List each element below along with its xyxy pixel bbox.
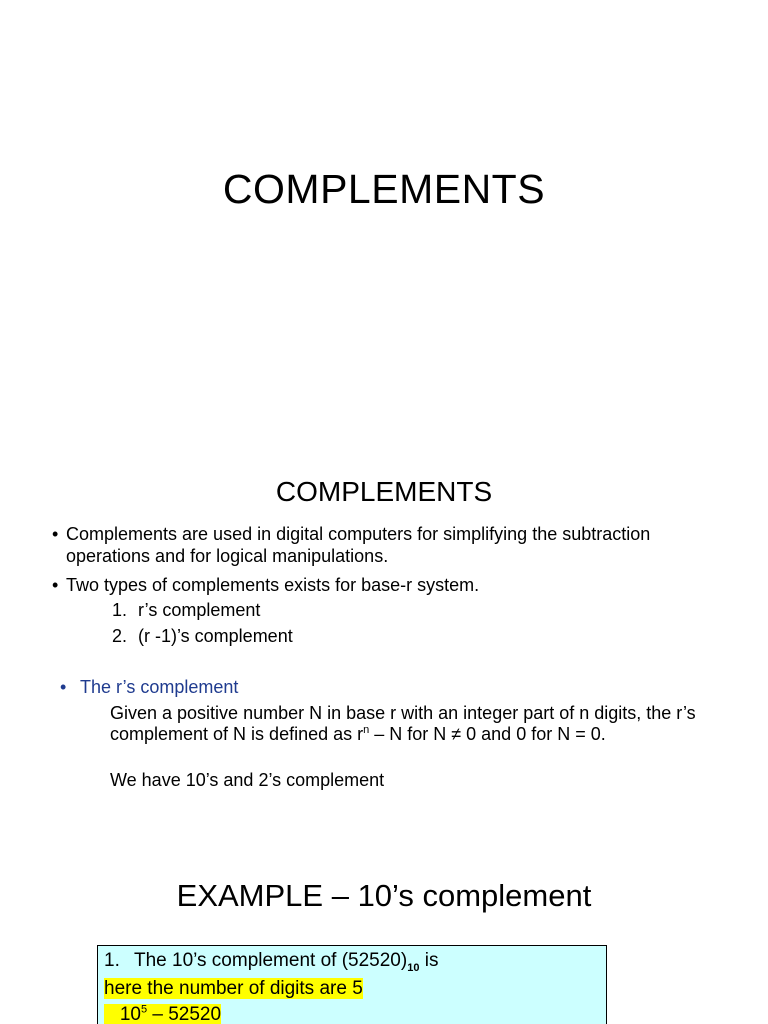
numbered-item-r-complement — [112, 599, 260, 621]
item-text: r’s complement — [138, 600, 261, 620]
example-line-1 — [104, 948, 438, 974]
example-box — [97, 945, 607, 1024]
definition-superscript: n — [363, 724, 370, 736]
subheading-r-complement — [60, 676, 238, 698]
slide-3-title: EXAMPLE – 10’s complement — [176, 878, 592, 913]
expression-rest: – 52520 — [147, 1004, 222, 1024]
bullet-icon: • — [60, 677, 67, 697]
slide-1-title: COMPLEMENTS — [222, 166, 546, 212]
highlighted-digits-note: here the number of digits are 5 — [104, 978, 363, 999]
bullet-text: Two types of complements exists for base-r system. — [66, 575, 480, 595]
definition-paragraph — [110, 703, 730, 745]
item-number: 1. — [112, 600, 128, 620]
example-subscript: 10 — [407, 961, 420, 974]
numbered-item-r-minus-1-complement — [112, 625, 293, 647]
definition-text-start: Given a positive number N in base r with an integer part of n digits, the r’s complement of N is defined as r — [110, 703, 696, 744]
example-number: 1. — [104, 950, 120, 971]
item-number: 2. — [112, 626, 128, 646]
item-text: (r -1)’s complement — [138, 626, 293, 646]
bullet-icon: • — [52, 524, 59, 544]
subheading-text: The r’s complement — [80, 677, 239, 697]
bullet-text: Complements are used in digital computers for simplifying the subtraction operations and for logical manipulations. — [66, 524, 651, 566]
complement-note: We have 10’s and 2’s complement — [110, 770, 385, 790]
example-text: The 10’s complement of (52520) — [134, 950, 408, 971]
slide-3 — [0, 845, 768, 1024]
example-line-3 — [104, 1002, 221, 1024]
bullet-complements-usage — [52, 523, 682, 567]
highlighted-expression — [104, 1004, 221, 1024]
expression-base: 10 — [119, 1004, 141, 1024]
slide-1 — [0, 0, 768, 430]
expression-exponent: 5 — [140, 1003, 148, 1016]
example-line-2 — [104, 976, 363, 1002]
definition-text-end: – N for N ≠ 0 and 0 for N = 0. — [369, 724, 606, 744]
bullet-types-of-complements — [52, 574, 682, 596]
bullet-icon: • — [52, 575, 59, 595]
slide-2 — [0, 430, 768, 810]
slide-2-title: COMPLEMENTS — [275, 476, 493, 507]
example-tail: is — [419, 950, 439, 971]
